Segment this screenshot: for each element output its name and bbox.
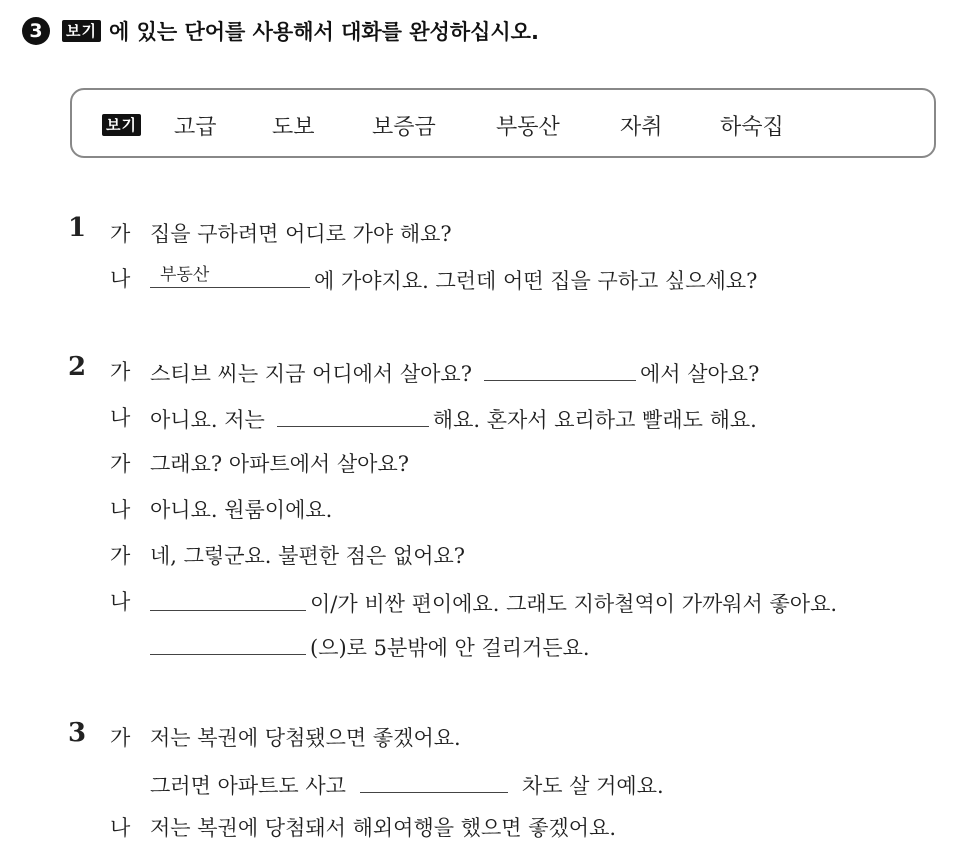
answer-blank[interactable] bbox=[150, 586, 306, 611]
answer-blank[interactable] bbox=[150, 263, 310, 288]
speaker-label: 나 bbox=[110, 267, 131, 291]
dialogue-line bbox=[150, 494, 332, 524]
word-item: 도보 bbox=[272, 115, 315, 140]
word-item: 자취 bbox=[620, 115, 663, 140]
dialogue-text: 아니요. 원룸이에요. bbox=[150, 498, 333, 522]
dialogue-text: 에서 살아요? bbox=[639, 362, 760, 386]
speaker-label: 가 bbox=[110, 544, 131, 568]
word-box bbox=[70, 88, 936, 158]
speaker-label: 가 bbox=[110, 222, 131, 246]
dialogue-text: 저는 복권에 당첨돼서 해외여행을 했으면 좋겠어요. bbox=[150, 816, 617, 840]
dialogue-line bbox=[150, 768, 664, 800]
word-item: 고급 bbox=[174, 115, 217, 140]
question-number: 1 bbox=[68, 213, 87, 243]
word-item: 보증금 bbox=[372, 115, 436, 140]
dialogue-text: 그래요? 아파트에서 살아요? bbox=[150, 452, 410, 476]
dialogue-line bbox=[146, 630, 590, 662]
speaker-label: 가 bbox=[110, 726, 131, 750]
dialogue-text: 그러면 아파트도 사고 bbox=[150, 774, 346, 798]
dialogue-text: 해요. 혼자서 요리하고 빨래도 해요. bbox=[432, 408, 757, 432]
dialogue-text: 아니요. 저는 bbox=[150, 408, 265, 432]
dialogue-line bbox=[150, 356, 759, 388]
speaker-label: 나 bbox=[110, 816, 131, 840]
answer-blank[interactable] bbox=[150, 630, 306, 655]
dialogue-text: 집을 구하려면 어디로 가야 해요? bbox=[150, 222, 452, 246]
dialogue-line bbox=[150, 812, 616, 842]
dialogue-line bbox=[146, 263, 757, 295]
dialogue-text: 에 가야지요. 그런데 어떤 집을 구하고 싶으세요? bbox=[314, 269, 758, 293]
answer-blank[interactable] bbox=[360, 768, 508, 793]
word-box-bogi-tag: 보기 bbox=[102, 114, 141, 136]
bogi-tag: 보기 bbox=[62, 20, 101, 42]
dialogue-text: 차도 살 거예요. bbox=[521, 774, 664, 798]
dialogue-text: 저는 복권에 당첨됐으면 좋겠어요. bbox=[150, 726, 461, 750]
word-item: 하숙집 bbox=[720, 115, 784, 140]
dialogue-line bbox=[146, 586, 837, 618]
speaker-label: 가 bbox=[110, 360, 131, 384]
dialogue-text: 이/가 비싼 편이에요. 그래도 지하철역이 가까워서 좋아요. bbox=[310, 592, 838, 616]
exercise-number: 3 bbox=[22, 17, 50, 45]
dialogue-text: (으)로 5분밖에 안 걸리거든요. bbox=[310, 636, 590, 660]
speaker-label: 나 bbox=[110, 406, 131, 430]
dialogue-line bbox=[150, 218, 452, 248]
speaker-label: 나 bbox=[110, 498, 131, 522]
answer-blank[interactable] bbox=[277, 402, 429, 427]
dialogue-text: 스티브 씨는 지금 어디에서 살아요? bbox=[150, 362, 472, 386]
dialogue-line bbox=[150, 722, 461, 752]
answer-blank[interactable] bbox=[484, 356, 636, 381]
dialogue-line bbox=[150, 540, 465, 570]
exercise-instruction: 에 있는 단어를 사용해서 대화를 완성하십시오. bbox=[108, 20, 539, 44]
word-item: 부동산 bbox=[496, 115, 560, 140]
dialogue-line bbox=[150, 448, 409, 478]
exercise-header bbox=[22, 16, 539, 46]
dialogue-line bbox=[150, 402, 757, 434]
speaker-label: 가 bbox=[110, 452, 131, 476]
dialogue-text: 네, 그렇군요. 불편한 점은 없어요? bbox=[150, 544, 466, 568]
question-number: 3 bbox=[68, 718, 87, 748]
speaker-label: 나 bbox=[110, 590, 131, 614]
answer-text: 부동산 bbox=[160, 265, 210, 285]
question-number: 2 bbox=[68, 352, 87, 382]
